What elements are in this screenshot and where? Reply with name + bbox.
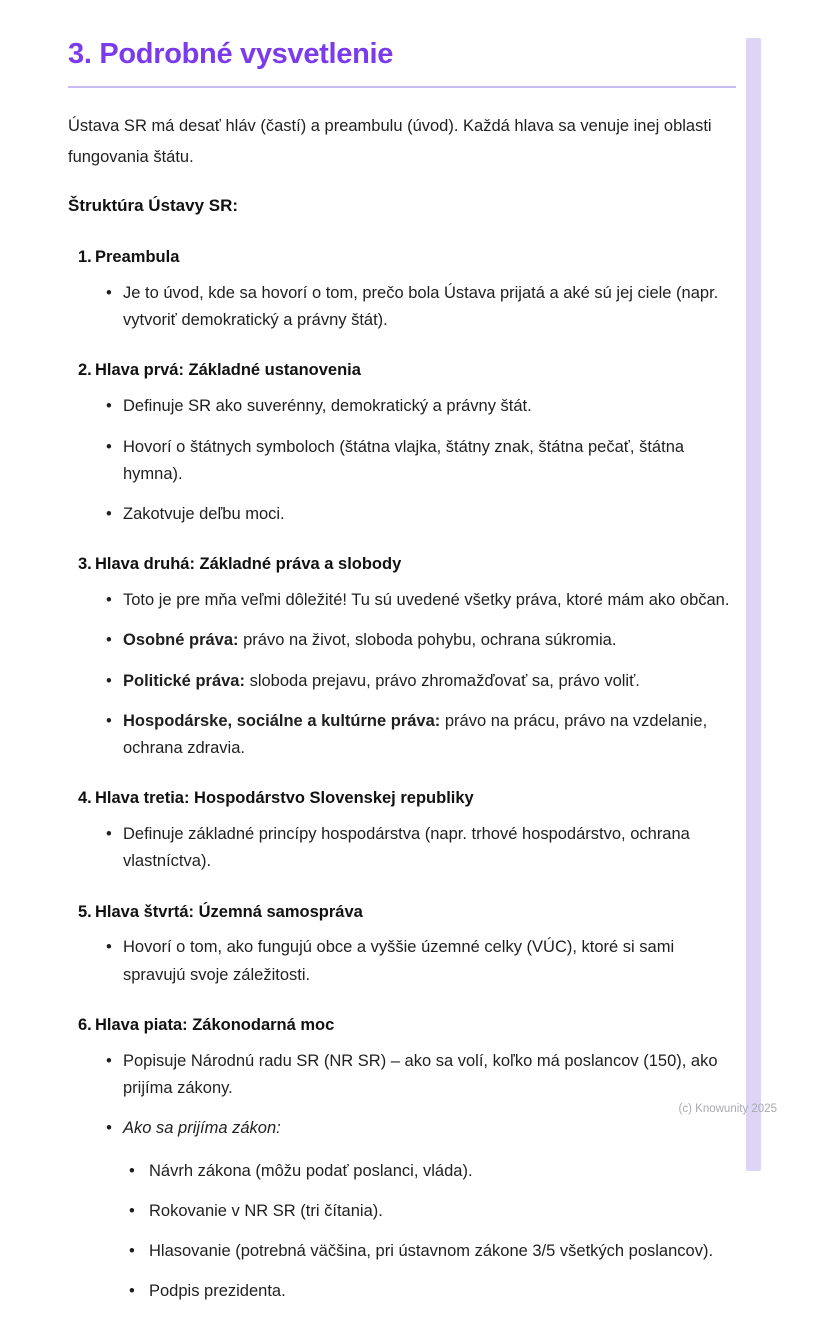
bullet-list bbox=[106, 1048, 736, 1306]
item-heading: Hlava piata: Zákonodarná moc bbox=[95, 1015, 335, 1034]
bullet-item bbox=[106, 393, 736, 420]
item-heading-row bbox=[78, 901, 736, 925]
bullet-bold-lead: Osobné práva: bbox=[123, 631, 239, 650]
bullet-icon: • bbox=[106, 711, 112, 730]
bullet-text bbox=[123, 708, 736, 762]
bullet-text bbox=[123, 668, 736, 695]
item-number: 2. bbox=[78, 361, 92, 380]
bullet-icon: • bbox=[129, 1282, 135, 1301]
bullet-list bbox=[106, 393, 736, 528]
bullet-text: Hovorí o tom, ako fungujú obce a vyššie územné celky (VÚC), ktoré si sami spravujú svoje záležitosti. bbox=[123, 938, 675, 984]
structure-heading: Štruktúra Ústavy SR: bbox=[68, 196, 239, 216]
bullet-list bbox=[106, 280, 736, 334]
bullet-list bbox=[106, 587, 736, 762]
bullet-text bbox=[123, 1115, 736, 1305]
item-heading: Hlava štvrtá: Územná samospráva bbox=[95, 902, 363, 921]
bullet-item bbox=[106, 587, 736, 614]
item-number: 5. bbox=[78, 902, 92, 921]
bullet-icon: • bbox=[106, 671, 112, 690]
bullet-item bbox=[106, 821, 736, 875]
bullet-list bbox=[106, 934, 736, 988]
item-heading: Preambula bbox=[95, 248, 180, 267]
bullet-item bbox=[106, 280, 736, 334]
sub-bullet-item bbox=[129, 1198, 736, 1225]
bullet-text: Definuje SR ako suverénny, demokratický a právny štát. bbox=[123, 397, 532, 416]
bullet-item bbox=[106, 1048, 736, 1102]
item-heading-row bbox=[78, 787, 736, 811]
list-item-hlava-piata bbox=[68, 1014, 736, 1305]
bullet-text: Popisuje Národnú radu SR (NR SR) – ako sa volí, koľko má poslancov (150), ako prijíma zákony. bbox=[123, 1051, 718, 1098]
bullet-item bbox=[106, 627, 736, 654]
document-content bbox=[68, 38, 736, 1330]
intro-paragraph: Ústava SR má desať hláv (častí) a preambulu (úvod). Každá hlava sa venuje inej oblasti fungovania štátu. bbox=[68, 117, 712, 166]
sub-bullet-text: Návrh zákona (môžu podať poslanci, vláda). bbox=[149, 1161, 473, 1180]
item-heading: Hlava tretia: Hospodárstvo Slovenskej republiky bbox=[95, 789, 474, 808]
bullet-icon: • bbox=[129, 1161, 135, 1180]
item-heading-row bbox=[78, 359, 736, 383]
bullet-icon: • bbox=[106, 504, 112, 523]
bullet-icon: • bbox=[106, 631, 112, 650]
bullet-icon: • bbox=[106, 591, 112, 610]
bullet-bold-lead: Politické práva: bbox=[123, 671, 245, 690]
page-edge-bar bbox=[746, 38, 761, 1171]
bullet-icon: • bbox=[106, 283, 112, 302]
bullet-text: Toto je pre mňa veľmi dôležité! Tu sú uvedené všetky práva, ktoré mám ako občan. bbox=[123, 591, 730, 610]
bullet-icon: • bbox=[106, 1051, 112, 1070]
bullet-icon: • bbox=[106, 938, 112, 957]
bullet-text bbox=[123, 627, 736, 654]
item-number: 3. bbox=[78, 555, 92, 574]
bullet-italic-lead: Ako sa prijíma zákon: bbox=[123, 1119, 281, 1138]
bullet-item bbox=[106, 501, 736, 528]
bullet-icon: • bbox=[106, 437, 112, 456]
bullet-icon: • bbox=[106, 1119, 112, 1138]
item-number: 6. bbox=[78, 1015, 92, 1034]
item-number: 4. bbox=[78, 789, 92, 808]
sub-bullet-text: Rokovanie v NR SR (tri čítania). bbox=[149, 1201, 383, 1220]
item-heading-row bbox=[78, 1014, 736, 1038]
bullet-icon: • bbox=[129, 1241, 135, 1260]
bullet-list bbox=[106, 821, 736, 875]
sub-bullet-text: Hlasovanie (potrebná väčšina, pri ústavnom zákone 3/5 všetkých poslancov). bbox=[149, 1241, 714, 1260]
item-heading: Hlava prvá: Základné ustanovenia bbox=[95, 361, 361, 380]
item-heading: Hlava druhá: Základné práva a slobody bbox=[95, 555, 402, 574]
item-number: 1. bbox=[78, 248, 92, 267]
sub-bullet-item bbox=[129, 1278, 736, 1305]
sub-bullet-item bbox=[129, 1238, 736, 1265]
bullet-bold-lead: Hospodárske, sociálne a kultúrne práva: bbox=[123, 711, 441, 730]
sub-bullet-item bbox=[129, 1158, 736, 1185]
bullet-text: Zakotvuje deľbu moci. bbox=[123, 504, 285, 523]
bullet-text: Definuje základné princípy hospodárstva (napr. trhové hospodárstvo, ochrana vlastníctva). bbox=[123, 825, 690, 871]
sub-bullet-list bbox=[129, 1158, 736, 1306]
item-heading-row bbox=[78, 553, 736, 577]
bullet-text-rest: sloboda prejavu, právo zhromažďovať sa, právo voliť. bbox=[244, 671, 640, 690]
watermark: (c) Knowunity 2025 bbox=[678, 1103, 777, 1115]
page-title: 3. Podrobné vysvetlenie bbox=[68, 38, 394, 70]
bullet-text: Hovorí o štátnych symboloch (štátna vlajka, štátny znak, štátna pečať, štátna hymna). bbox=[123, 437, 685, 483]
bullet-item bbox=[106, 934, 736, 988]
bullet-text: Je to úvod, kde sa hovorí o tom, prečo bola Ústava prijatá a aké sú jej ciele (napr. vytvoriť demokratický a právny štát). bbox=[123, 283, 719, 330]
bullet-item bbox=[106, 1115, 736, 1305]
list-item-hlava-tretia bbox=[68, 787, 736, 875]
sub-bullet-text: Podpis prezidenta. bbox=[149, 1282, 286, 1301]
list-item-hlava-prva bbox=[68, 359, 736, 528]
bullet-icon: • bbox=[106, 825, 112, 844]
title-divider bbox=[68, 86, 736, 88]
bullet-item bbox=[106, 668, 736, 695]
bullet-icon: • bbox=[106, 397, 112, 416]
bullet-text-rest: právo na prácu, právo na vzdelanie, ochrana zdravia. bbox=[123, 711, 708, 757]
list-item-hlava-druha bbox=[68, 553, 736, 762]
bullet-text-rest: právo na život, sloboda pohybu, ochrana súkromia. bbox=[238, 631, 617, 650]
list-item-preambula bbox=[68, 246, 736, 334]
bullet-icon: • bbox=[129, 1201, 135, 1220]
bullet-item bbox=[106, 434, 736, 488]
list-item-hlava-stvrta bbox=[68, 901, 736, 989]
item-heading-row bbox=[78, 246, 736, 270]
bullet-item bbox=[106, 708, 736, 762]
